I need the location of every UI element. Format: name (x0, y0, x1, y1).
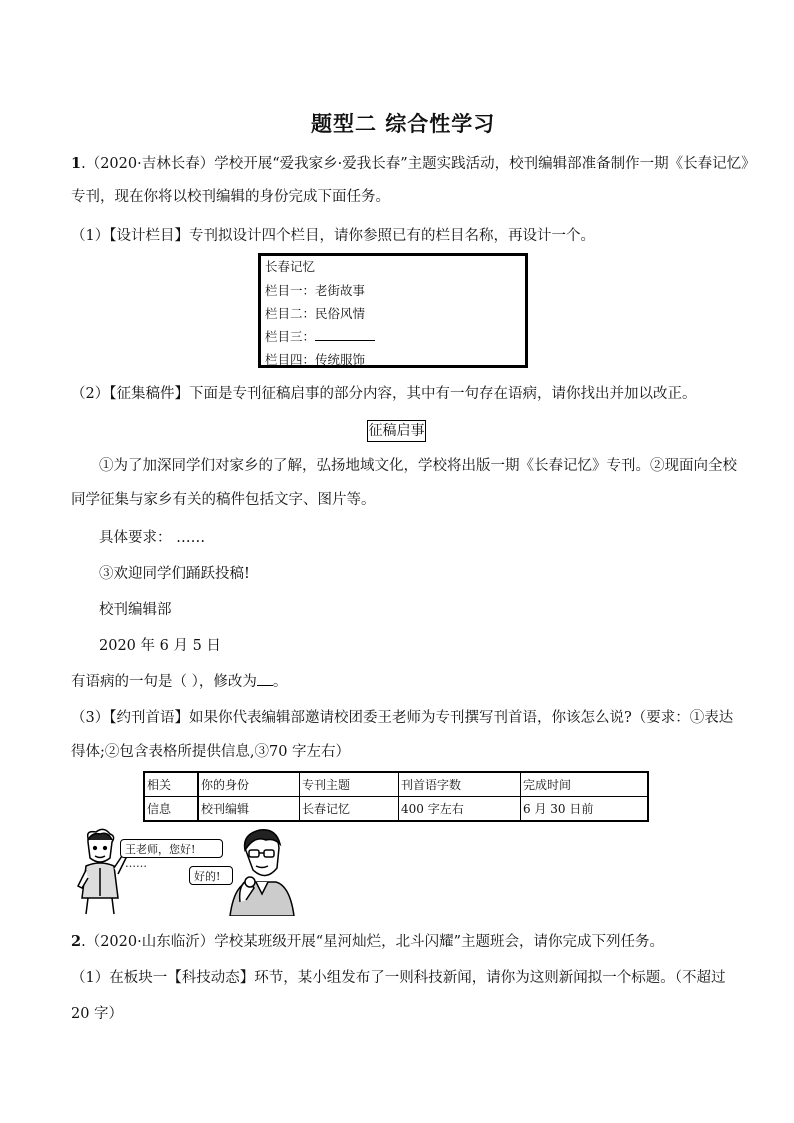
table-cell: 刊首语字数 (399, 772, 521, 797)
q1-sub1: （1）【设计栏目】专刊拟设计四个栏目，请你参照已有的栏目名称，再设计一个。 (71, 228, 595, 244)
q1-intro-line2: 专刊，现在你将以校刊编辑的身份完成下面任务。 (71, 189, 390, 205)
answer-blank (315, 328, 375, 341)
table-cell: 信息 (144, 797, 198, 822)
table-row (144, 772, 648, 797)
notice-requirements: 具体要求： …… (99, 530, 206, 546)
q1-sub3-line1: （3）【约刊首语】如果你代表编辑部邀请校团委王老师为专刊撰写刊首语，你该怎么说?（要求：①表达 (71, 710, 734, 726)
teacher-speech-bubble: 好的! (189, 866, 233, 885)
table-cell: 6 月 30 日前 (521, 797, 649, 822)
column-item-4: 栏目四：传统服饰 (265, 352, 366, 367)
notice-line1: ①为了加深同学们对家乡的了解，弘扬地域文化，学校将出版一期《长春记忆》专刊。②现面向全校 (99, 458, 737, 474)
q2-intro: 2.（2020·山东临沂）学校某班级开展“星河灿烂，北斗闪耀”主题班会，请你完成下列任务。 (71, 933, 665, 950)
q1-sub2: （2）【征集稿件】下面是专刊征稿启事的部分内容，其中有一句存在语病，请你找出并加以改正。 (71, 386, 697, 402)
notice-signature: 校刊编辑部 (99, 602, 172, 618)
column-item-1: 栏目一：老街故事 (265, 283, 366, 298)
column-item-2: 栏目二：民俗风情 (265, 306, 366, 321)
column-design-box (258, 253, 528, 368)
answer-prompt: 有语病的一句是（ ），修改为 。 (71, 674, 288, 690)
table-cell: 完成时间 (521, 772, 649, 797)
q2-number: 2 (71, 933, 82, 950)
table-cell: 相关 (144, 772, 198, 797)
teacher-figure (230, 830, 294, 916)
student-figure (78, 829, 126, 914)
page-title: 题型二 综合性学习 (311, 111, 496, 136)
q1-intro-line1: 1.（2020·吉林长春）学校开展“爱我家乡·爱我长春”主题实践活动，校刊编辑部准备制作一期《长春记忆》 (71, 155, 756, 172)
table-cell: 专刊主题 (300, 772, 399, 797)
answer-blank (257, 672, 273, 686)
notice-title: 征稿启事 (367, 420, 426, 442)
notice-line2: 同学征集与家乡有关的稿件包括文字、图片等。 (71, 492, 376, 508)
table-cell: 校刊编辑 (198, 797, 300, 822)
table-cell: 400 字左右 (399, 797, 521, 822)
q1-number: 1 (71, 155, 82, 172)
table-cell: 长春记忆 (300, 797, 399, 822)
q1-sub3-line2: 得体;②包含表格所提供信息,③70 字左右） (71, 744, 351, 760)
box-heading: 长春记忆 (265, 259, 316, 274)
table-cell: 你的身份 (198, 772, 300, 797)
q2-sub1-line2: 20 字） (71, 1006, 124, 1022)
column-item-3: 栏目三： (265, 327, 375, 345)
notice-date: 2020 年 6 月 5 日 (99, 638, 221, 654)
notice-welcome: ③欢迎同学们踊跃投稿! (99, 566, 250, 582)
student-speech-bubble: 王老师，您好! …… (120, 839, 223, 858)
info-table (143, 771, 649, 822)
table-row (144, 797, 648, 822)
q2-sub1-line1: （1）在板块一【科技动态】环节，某小组发布了一则科技新闻，请你为这则新闻拟一个标题。（不超过 (71, 970, 726, 986)
